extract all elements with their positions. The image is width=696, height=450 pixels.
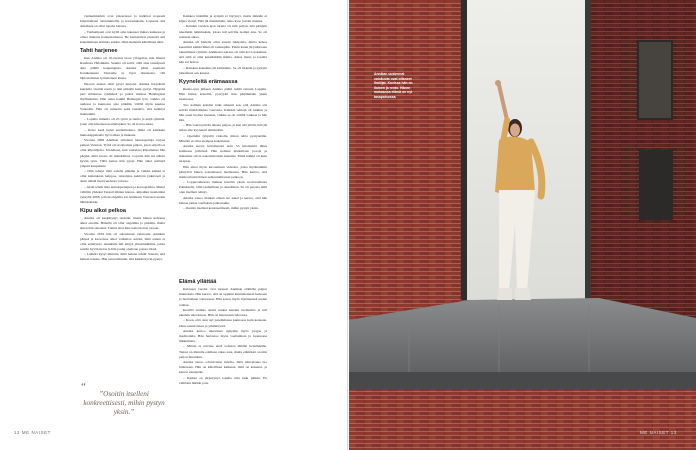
- subheading: Kipu alkoi pelkoa: [80, 207, 127, 214]
- roof-edge: [349, 372, 696, 390]
- pull-quote: [80, 381, 168, 417]
- paragraph: – Ranskan kokemus jäi kaikkialle. Se oli tärkeää ja pystyin jatkamaan sen kanssa.: [179, 65, 267, 75]
- paragraph: Tuo kolmen kohdan retki aiheutti sen, että Annika otti selvää mahdollisista vaaroista. Kaikkia reittejä oli tutkittu ja hän osasi luottaa itseensä, vaikka se oli välillä vaikeaa ja hän itki.: [179, 102, 267, 122]
- page-footer-left: 12 ME NAISET: [14, 430, 51, 435]
- paragraph: Kuluneet vuodet ovat tuoneet Annikan elämään paljon muutoksia. Hän kertoo, että on oppinut kuuntelemaan kehoaan ja luottamaan vaistoonsa. Hän sanoo myös löytäneensä uuden rauhan.: [179, 287, 267, 307]
- paragraph: Kesällä Annika aloitti uuden kauden tuomarina ja tuli takaisin televisioon. Hän on innoissaan tulevasta.: [179, 307, 267, 318]
- window-frame: [585, 0, 591, 300]
- article-column-1: [80, 14, 165, 263]
- article-column-2: [179, 14, 267, 212]
- photo-caption: Annikan uusimmat valokuvat ovat ottaneet ihailijat. Kuvissa hän on iloinen ja rento. Hänen mukaansa elämä on nyt tasapainossa.: [374, 72, 413, 99]
- brick-wall-bottom: [349, 390, 696, 450]
- paragraph: Nuoren naisen tahti pysyi hurjana. Annika harjoitteli kuudelta viestää usein ja niin pitkään kuin pystyi. Hyppäsi pari mitatussa ryhmässä ja jatkoi matkaa Helsingissä myöhemmin. Hän tunsi kaikki Helsingin työt, vaikka oli uudessa ja kunnossa ajaa pitkään, välillä myös kaukaa Vantaalle. Hän oli tunnettu sekä tanssilta, että kehittyi muutenkin.: [80, 81, 165, 116]
- pull-quote-text: ”Osoitin itselleni konkreettisesti, mihin pystyn yksin.”: [83, 390, 165, 416]
- subheading: Tahti harjenee: [80, 47, 118, 54]
- paragraph: – Opettelin lyhyellä videolla, miten teltta pystytetään. Minulla ei ollut aiempaa kokemusta.: [179, 133, 267, 143]
- paragraph: – Osoitin itselleni konkreettisesti, mihin pystyn yksin.: [183, 206, 259, 211]
- paragraph: Annika oli hänelle ollut suurin tukijoista, mutta kehoa kuormitti kaikki mikä oli taaksepäin. Pahin kausi jäi jatkuvaan tanssimisen rytmiin. Annikasta sairaus oli niin kova kokemus, että siitä ei ollut kenelläkään mallia. Aikaa meni, ja lopulta hän sai hoitoa.: [179, 40, 267, 65]
- paragraph: – Olin tehnyt töitä todella pitkään ja vaikka kaikki ei ollut kuitenkaan helppoa, tanssijana kehityin jatkuvasti ja aloin nähdä itseni uudessa valossa.: [80, 169, 165, 184]
- paragraph: Annika sanoo matkan olleen iso askel ja kertoo, että hän haluaa jatkaa vaelluksia jatkossakin.: [179, 195, 267, 205]
- subheading: Kyyneleitä erämaassa: [179, 78, 238, 85]
- paragraph: – Lopulta minulla oli 25 työtä ja tuntia ja neljä ryhmää, joten olin kiireinen kouluttajaksi. Se oli kovaa aikaa.: [80, 117, 165, 127]
- paragraph: Hän alkoi myös kuvaamaan videoita, jotka myöhemmin päätyivät hänen sosiaaliseen mediaansa. Hän kertoo, että matka muutti hänen suhtautumistaan pelkoon.: [179, 164, 267, 179]
- paragraph: Annika oli keskittynyt tanssiin, mutta hänen kehonsa alkoi oireilla. Hänellä oli ollut ongelmia jo pitkään, mutta sitten hän sairastui. Tuntui ettei hän osaisi hoitaa oloaan.: [80, 216, 165, 231]
- paragraph: – Koen, että olen nyt paremmassa kunnossa kuin koskaan. Olen saanut tukea ja ymmärrystä.: [179, 318, 267, 328]
- paragraph: – Minun ei tarvitse enää todistaa mitään kenellekään. Tanssi on minulle edelleen rakas asia, mutta elämässä on niin paljon muutakin.: [179, 344, 267, 359]
- paragraph: – Kahden vuoden ajan oireita oli niin paljon, että päädyin tekemään tutkimuksia, joissa tuli selville isompi asia. Se oli raskasta aikaa.: [179, 24, 267, 39]
- paragraph: Kun Annika oli 10-vuotias tuore ylioppilas, hän muutti Rauhosta Helsinkiin. Suunta oli selvä, sillä aina tanssijuuri aina päällä kaupungissa. Annika pääsi asumaan Ironikeskusta Vantaalle ja löysi tilanteesta. Oli läpiostamisen työtaitoinen kisata.: [80, 56, 165, 81]
- paragraph: – Koko kesä kului suunnitteluna, mikä oli kaikkein huutokappaleelle hyvä aikaa ja mukaan.: [80, 127, 165, 137]
- paragraph: Annika kertoo tekevänsä nykyään myös joogaa ja meditointia. Hän harrastaa myös vaeltamista ja luonnossa liikkumista.: [179, 328, 267, 344]
- paragraph: – Hän vaelsi päivän aikana paljon, ja kun sää yllätti, hän jäi teltan alle kyyneleet silmissään.: [179, 123, 267, 133]
- window-frame: [461, 0, 467, 300]
- paragraph: Vuonna 2016 hän oli sairastunut vakavasti. Annikan päässä ja kasvoissa alkoi vaikuttaa asioita, mitä ennen ei ollut esiintynyt. Annikalle tuli tehtyä yhteistutkimus, joista saatiin hyvää tietoa ja hän joutui olemaan poissa töistä.: [80, 231, 165, 251]
- window-dark: [639, 150, 673, 220]
- window-glass: [639, 42, 671, 118]
- paragraph: Annika sanoo odottavansa innolla, mitä tulevaisuus tuo tullessaan. Hän on kiitollinen kaikesta, mitä on kokenut, ja katsoo eteenpäin.: [179, 360, 267, 375]
- paragraph: vanhemmatkin ovat pizzeriassa ja kulkivat nopeasti kuljettamaan tanssitunteille ja harrastuksiin. Lapsesta asti Anniksen on ollut tapana tanssia.: [80, 14, 165, 29]
- article-photo: [349, 0, 696, 450]
- paragraph: – Lääkäri kysyi minulta, mitä haluan tehdä. Sanoin, että haluan tanssia. Hän sanoi minulle, että kaikki hyvin pystyt.: [80, 252, 165, 262]
- quote-mark-icon: “: [80, 381, 87, 393]
- paragraph: Ruska-ajan jälkeen Annika päätti tehdä reissun Lappiin. Hän halusi kokeilla, pystyykö hän pärjäämään yksin luonnossa.: [179, 87, 267, 102]
- paragraph: – Loppuvaiheessa matkaa kävelin yksin soolovaellusta Pallaksella. Olin rauhallinen ja onnellinen. Se oli parasta mitä olen itselleni tehnyt.: [179, 180, 267, 195]
- paragraph: – Vanhempani ovat kyllä aina tukeneet minua kaikessa ja olleet mukana kannustamassa. He kannustivat pienestä asti kokeilemaan erilaisia asioita. Olen ikuisesti kiitollinen siitä.: [80, 29, 165, 44]
- paragraph: Kaikkea tutkittiin ja syöpää ei löytynyt, mutta mikään ei kipua vienyt. Hän jäi miettimään, onko kyse jostain muusta.: [179, 14, 267, 24]
- paragraph: Annika kertoi kävelleensä noin 55 kilometriä lähes kolmessa päivässä. Hän kohtasi matkallaan poroja ja maisemat olivat uskomattoman kauniita. Tämä kaikki oli kuin terapiaa.: [179, 144, 267, 164]
- paragraph: Vuonna 2009 Annikan silloinen tanssiopettaja tarjosi paikan Vantaan. Työtä oli tavattoman paljon, joten tarjolla ei ollut kilpailijoita. Uudelleen, kun vaikeissa kilpailuissa hän pärjäsi, mitä isossa oli mahdollista. Lopulta hän sai silloin hyvän työn. Tällä kertaa hän pysyi. Hän alkoi esiintyä ympäri kaupunkia.: [80, 138, 165, 168]
- article-column-3: [179, 276, 267, 386]
- page-footer-right: ME NAISET 13: [640, 430, 677, 435]
- paragraph: – Aloin tehdä tilaa tanssiopettajien ja koreografina. Minut valittiin yhdeksi Tanssii tähtien kanssa -kilpailun tuomariksi syksyllä 2008, jolloin ohjelma sai Anniksen Vaarasen uuden lähtökohdan.: [80, 184, 165, 204]
- page-fold: [347, 0, 348, 450]
- paragraph: – Kaikki on järjestynyt lopulta niin kuin pitikin. En vaihtaisi mitään pois.: [179, 375, 267, 385]
- subheading: Elämä yllättää: [179, 279, 217, 285]
